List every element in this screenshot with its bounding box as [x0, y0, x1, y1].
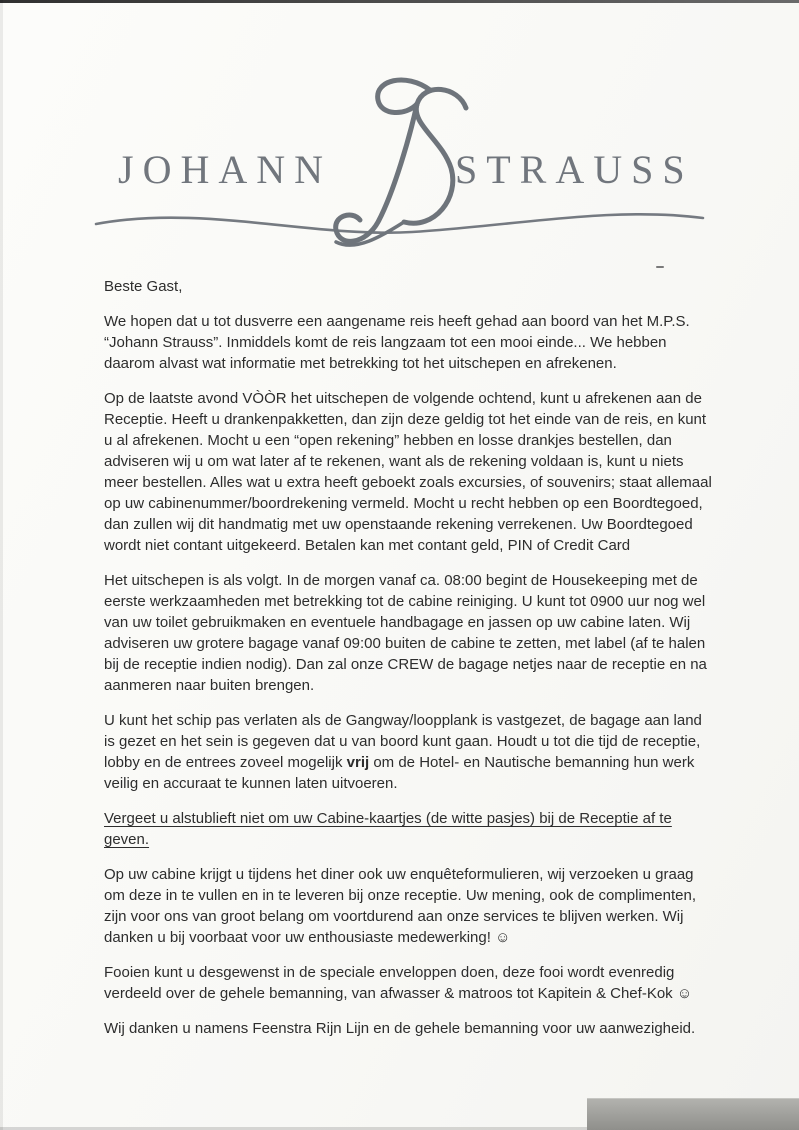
letter-body — [104, 276, 712, 1053]
scan-artifact-bottom-right — [587, 1098, 799, 1130]
js-monogram-icon — [318, 74, 483, 264]
logo-word-johann: JOHANN — [118, 147, 332, 192]
paragraph-uitschepen: Het uitschepen is als volgt. In de morgen vanaf ca. 08:00 begint de Housekeeping met de eerste werkzaamheden met betrekking tot de cabine reiniging. U kunt tot 0900 uur nog wel van uw toilet gebruikmaken en eventuele handbagage en jassen op uw cabine laten. Wij adviseren uw grotere bagage vanaf 09:00 buiten de cabine te zetten, met label (af te halen bij de receptie indien nodig). Dan zal onze CREW de bagage netjes naar de receptie en na aanmeren naar buiten brengen. — [104, 572, 707, 694]
paragraph-intro: We hopen dat u tot dusverre een aangename reis heeft gehad aan boord van het M.P.S. “Johann Strauss”. Inmiddels komt de reis langzaam tot een mooi einde... We hebben daarom alvast wat informatie met betrekking tot het uitschepen en afrekenen. — [104, 313, 690, 372]
paragraph-verlaten-part1: U kunt het schip pas verlaten als de Gangway/loopplank is vastgezet, de bagage aan land is gezet en het sein is gegeven dat u van boord kunt gaan. Houdt u tot die tijd de receptie, lobby en de entrees zoveel mogelijk — [104, 712, 702, 771]
notice-cabine-kaartjes: Vergeet u alstublieft niet om uw Cabine-kaartjes (de witte pasjes) bij de Receptie af te geven. — [104, 810, 672, 848]
logo-word-strauss: STRAUSS — [455, 147, 694, 192]
paragraph-verlaten-bold-vrij: vrij — [346, 754, 370, 771]
ship-logo — [0, 70, 799, 270]
paragraph-verlaten-part2: om de Hotel- en Nautische bemanning hun werk veilig en accuraat te kunnen laten uitvoeren. — [104, 754, 695, 792]
paragraph-verlaten — [104, 710, 712, 794]
salutation: Beste Gast, — [104, 278, 183, 295]
paragraph-afrekenen: Op de laatste avond VÒÒR het uitschepen de volgende ochtend, kunt u afrekenen aan de Receptie. Heeft u drankenpakketten, dan zijn deze geldig tot het einde van de reis, en kunt u al afrekenen. Mocht u een “open rekening” hebben en losse drankjes bestellen, dan adviseren wij u om wat later af te rekenen, want als de rekening voldaan is, kunt u niets meer bestellen. Alles wat u extra heeft geboekt zoals excursies, of souvenirs; staat allemaal op uw cabinenummer/boordrekening vermeld. Mocht u recht hebben op een Boordtegoed, dan zullen wij dit handmatig met uw openstaande rekening verrekenen. Uw Boordtegoed wordt niet contant uitgekeerd. Betalen kan met contant geld, PIN of Credit Card — [104, 390, 712, 554]
paragraph-afsluiting: Wij danken u namens Feenstra Rijn Lijn en de gehele bemanning voor uw aanwezigheid. — [104, 1020, 696, 1037]
paragraph-fooien: Fooien kunt u desgewenst in de speciale enveloppen doen, deze fooi wordt evenredig verdeeld over de gehele bemanning, van afwasser & matroos tot Kapitein & Chef-Kok ☺ — [104, 964, 693, 1002]
paragraph-enquete: Op uw cabine krijgt u tijdens het diner ook uw enquêteformulieren, wij verzoeken u graag om deze in te vullen en in te leveren bij onze receptie. Uw mening, ook de complimenten, zijn voor ons van groot belang om voortdurend aan onze services te blijven werken. Wij danken u bij voorbaat voor uw enthousiaste medewerking! ☺ — [104, 866, 696, 946]
scan-edge-top — [0, 0, 799, 3]
